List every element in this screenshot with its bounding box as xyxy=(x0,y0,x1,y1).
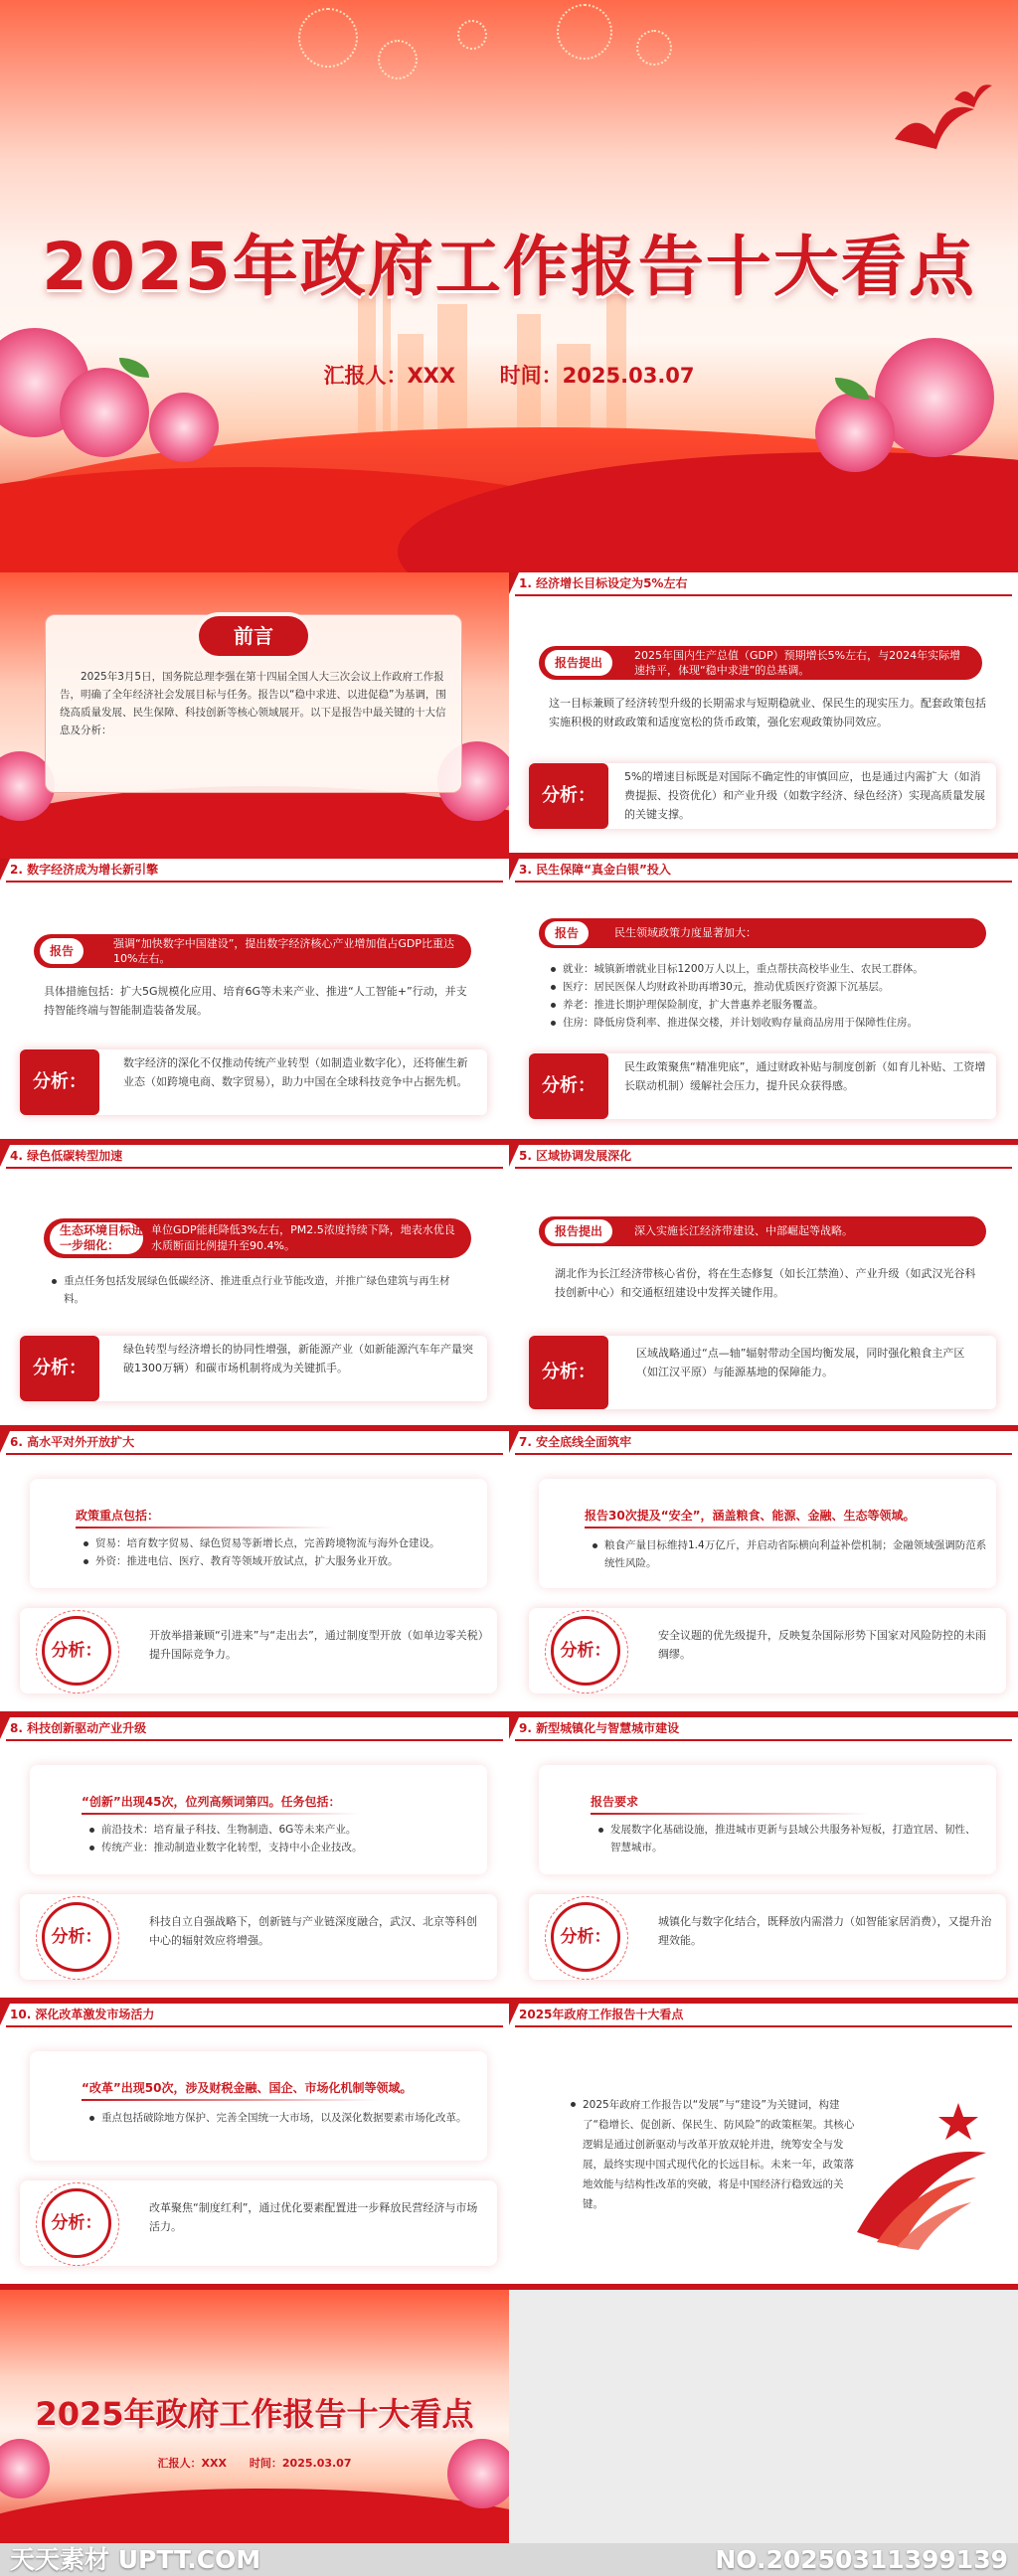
report-tag: 报告提出 xyxy=(545,1219,612,1243)
title-underline xyxy=(515,1739,1012,1741)
heading-underline xyxy=(76,1527,334,1529)
analysis-tag: 分析： xyxy=(42,2188,111,2258)
preface-heading: 前言 xyxy=(199,616,308,656)
policy-heading: “改革”出现50次，涉及财税金融、国企、市场化机制等领域。 xyxy=(82,2081,413,2095)
analysis-tag: 分析： xyxy=(551,1616,620,1686)
star-ribbon-icon xyxy=(847,2083,996,2252)
cover-time: 时间：2025.03.07 xyxy=(499,364,695,388)
preface-slide xyxy=(0,572,509,859)
cover-slide xyxy=(0,0,1018,572)
section-title: 5. 区域协调发展深化 xyxy=(519,1149,632,1163)
footer-left: 天天素材 UPTT.COM xyxy=(10,2545,261,2574)
slide-2 xyxy=(0,859,509,1145)
end-subtitle: 汇报人：XXX 时间：2025.03.07 xyxy=(157,2457,352,2470)
slide-8 xyxy=(0,1717,509,2004)
watermark-footer xyxy=(0,2543,1018,2576)
bullet-list xyxy=(549,960,992,1032)
section-title: 10. 深化改革激发市场活力 xyxy=(10,2008,155,2021)
cover-reporter: 汇报人：XXX xyxy=(323,364,456,388)
slide-4 xyxy=(0,1145,509,1431)
analysis-tag: 分析： xyxy=(529,1336,608,1409)
slide-10 xyxy=(0,2004,509,2290)
policy-card xyxy=(30,2051,487,2161)
policy-heading: “创新”出现45次，位列高频词第四。任务包括： xyxy=(82,1795,341,1809)
peony-decor xyxy=(149,393,219,462)
section-title: 3. 民生保障“真金白银”投入 xyxy=(519,863,671,877)
bullet-item: 粮食产量目标维持1.4万亿斤，并启动省际横向利益补偿机制；金融领域强调防范系统性风险。 xyxy=(591,1536,988,1572)
end-slide xyxy=(0,2290,509,2543)
analysis-text: 开放举措兼顾“引进来”与“走出去”，通过制度型开放（如单边零关税）提升国际竞争力。 xyxy=(149,1629,484,1661)
title-underline xyxy=(515,1167,1012,1169)
bullet-item: 外资：推进电信、医疗、教育等领域开放试点，扩大服务业开放。 xyxy=(82,1552,479,1570)
slide-1 xyxy=(509,572,1018,859)
analysis-tag: 分析： xyxy=(20,1049,99,1115)
section-title: 7. 安全底线全面筑牢 xyxy=(519,1435,632,1449)
report-pill xyxy=(539,1216,986,1246)
policy-card xyxy=(30,1765,487,1874)
report-pill xyxy=(539,918,986,948)
section-title: 4. 绿色低碳转型加速 xyxy=(10,1149,123,1163)
report-pill xyxy=(34,934,471,968)
analysis-text: 科技自立自强战略下，创新链与产业链深度融合，武汉、北京等科创中心的辐射效应将增强。 xyxy=(149,1915,477,1947)
section-title: 2. 数字经济成为增长新引擎 xyxy=(10,863,159,877)
policy-heading: 政策重点包括： xyxy=(76,1509,160,1523)
bullet-list xyxy=(87,2109,475,2127)
section-title: 2025年政府工作报告十大看点 xyxy=(519,2008,684,2021)
report-pill xyxy=(539,646,982,680)
bullet-list xyxy=(50,1272,467,1308)
firework-decor xyxy=(378,40,418,80)
analysis-text: 安全议题的优先级提升，反映复杂国际形势下国家对风险防控的未雨绸缪。 xyxy=(658,1629,986,1661)
cover-subtitle xyxy=(0,360,1018,390)
summary-list xyxy=(569,2095,857,2214)
bullet-item: 发展数字化基础设施，推进城市更新与县域公共服务补短板，打造宜居、韧性、智慧城市。 xyxy=(596,1821,984,1856)
title-underline xyxy=(6,1453,503,1455)
analysis-tag: 分析： xyxy=(20,1336,99,1401)
birds-icon xyxy=(875,80,994,169)
bullet-item: 就业：城镇新增就业目标1200万人以上，重点帮扶高校毕业生、农民工群体。 xyxy=(549,960,992,978)
analysis-text: 5%的增速目标既是对国际不确定性的审慎回应，也是通过内需扩大（如消费提振、投资优化）和产业升级（如数字经济、绿色经济）实现高质量发展的关键支撑。 xyxy=(624,770,985,821)
report-pill-text: 民生领域政策力度显著加大： xyxy=(614,926,757,939)
peony-decor xyxy=(447,2439,509,2508)
report-pill-text: 单位GDP能耗降低3%左右，PM2.5浓度持续下降，地表水优良水质断面比例提升至90.4%。 xyxy=(151,1223,455,1252)
footer-right: NO.20250311399139 xyxy=(715,2545,1008,2574)
policy-card xyxy=(539,1765,996,1874)
report-tag: 报告 xyxy=(40,938,84,964)
report-pill-text: 2025年国内生产总值（GDP）预期增长5%左右，与2024年实际增速持平，体现“稳中求进”的总基调。 xyxy=(634,649,961,677)
title-underline xyxy=(6,2025,503,2027)
firework-decor xyxy=(298,8,358,68)
report-tag: 报告 xyxy=(545,921,589,945)
analysis-text: 区域战略通过“点—轴”辐射带动全国均衡发展，同时强化粮食主产区（如江汉平原）与能源基地的保障能力。 xyxy=(636,1347,965,1378)
section-title: 8. 科技创新驱动产业升级 xyxy=(10,1721,147,1735)
firework-decor xyxy=(457,20,487,50)
body-text: 具体措施包括：扩大5G规模化应用、培育6G等未来产业、推进“人工智能+”行动，并支持智能终端与智能制造装备发展。 xyxy=(44,985,467,1017)
policy-heading: 报告30次提及“安全”，涵盖粮食、能源、金融、生态等领域。 xyxy=(585,1509,916,1523)
report-pill-text: 强调“加快数字中国建设”，提出数字经济核心产业增加值占GDP比重达10%左右。 xyxy=(113,937,455,965)
bottom-bar xyxy=(509,2284,1018,2290)
bullet-list xyxy=(82,1534,479,1570)
body-text: 这一目标兼顾了经济转型升级的长期需求与短期稳就业、保民生的现实压力。配套政策包括实施积极的财政政策和适度宽松的货币政策，强化宏观政策协同效应。 xyxy=(549,697,986,728)
title-underline xyxy=(515,881,1012,883)
cover-title: 2025年政府工作报告十大看点 xyxy=(42,229,976,305)
analysis-text: 数字经济的深化不仅推动传统产业转型（如制造业数字化），还将催生新业态（如跨境电商、数字贸易），助力中国在全球科技竞争中占据先机。 xyxy=(123,1056,468,1088)
heading-underline xyxy=(591,1813,869,1815)
section-title: 9. 新型城镇化与智慧城市建设 xyxy=(519,1721,680,1735)
analysis-tag: 分析： xyxy=(42,1902,111,1972)
analysis-tag: 分析： xyxy=(42,1616,111,1686)
end-title: 2025年政府工作报告十大看点 xyxy=(35,2395,474,2433)
wave-decor xyxy=(0,2489,509,2543)
analysis-tag: 分析： xyxy=(529,1053,608,1119)
report-tag: 报告提出 xyxy=(545,650,612,676)
title-underline xyxy=(6,1167,503,1169)
policy-heading: 报告要求 xyxy=(591,1795,639,1809)
bullet-item: 医疗：居民医保人均财政补助再增30元，推动优质医疗资源下沉基层。 xyxy=(549,978,992,996)
title-underline xyxy=(6,881,503,883)
summary-slide xyxy=(509,2004,1018,2290)
section-title: 6. 高水平对外开放扩大 xyxy=(10,1435,135,1449)
slide-3 xyxy=(509,859,1018,1145)
analysis-text: 绿色转型与经济增长的协同性增强，新能源产业（如新能源汽车年产量突破1300万辆）和碳市场机制将成为关键抓手。 xyxy=(123,1343,473,1374)
title-underline xyxy=(6,1739,503,1741)
section-title: 1. 经济增长目标设定为5%左右 xyxy=(519,576,688,590)
wave-decor xyxy=(0,786,509,859)
policy-card xyxy=(30,1479,487,1588)
bullet-item: 住房：降低房贷利率、推进保交楼，并计划收购存量商品房用于保障性住房。 xyxy=(549,1014,992,1032)
slide-9 xyxy=(509,1717,1018,2004)
heading-underline xyxy=(585,1527,883,1529)
firework-decor xyxy=(557,4,612,60)
bullet-list xyxy=(87,1821,475,1856)
slide-6 xyxy=(0,1431,509,1717)
bullet-item: 重点任务包括发展绿色低碳经济、推进重点行业节能改造，并推广绿色建筑与再生材料。 xyxy=(50,1272,467,1308)
heading-underline xyxy=(82,1813,360,1815)
bullet-item: 养老：推进长期护理保险制度，扩大普惠养老服务覆盖。 xyxy=(549,996,992,1014)
title-underline xyxy=(515,594,1012,596)
slide-7 xyxy=(509,1431,1018,1717)
bullet-item: 传统产业：推动制造业数字化转型，支持中小企业技改。 xyxy=(87,1839,475,1856)
heading-underline xyxy=(82,2099,380,2101)
title-underline xyxy=(515,2025,1012,2027)
report-tag: 生态环境目标进一步细化： xyxy=(50,1222,143,1254)
body-text: 湖北作为长江经济带核心省份，将在生态修复（如长江禁渔）、产业升级（如武汉光谷科技创新中心）和交通枢纽建设中发挥关键作用。 xyxy=(555,1267,976,1299)
bullet-list xyxy=(596,1821,984,1856)
peony-decor xyxy=(815,393,895,472)
bullet-item: 重点包括破除地方保护、完善全国统一大市场，以及深化数据要素市场化改革。 xyxy=(87,2109,475,2127)
analysis-text: 改革聚焦“制度红利”，通过优化要素配置进一步释放民营经济与市场活力。 xyxy=(149,2201,478,2233)
bullet-list xyxy=(591,1536,988,1572)
firework-decor xyxy=(636,30,672,66)
bullet-item: 贸易：培育数字贸易、绿色贸易等新增长点，完善跨境物流与海外仓建设。 xyxy=(82,1534,479,1552)
bullet-item: 前沿技术：培育量子科技、生物制造、6G等未来产业。 xyxy=(87,1821,475,1839)
title-underline xyxy=(515,1453,1012,1455)
analysis-tag: 分析： xyxy=(551,1902,620,1972)
summary-text: 2025年政府工作报告以“发展”与“建设”为关键词，构建了“稳增长、促创新、保民生、防风险”的政策框架。其核心逻辑是通过创新驱动与改革开放双轮并进，统筹安全与发展，最终实现中国式现代化的长远目标。未来一年，政策落地效能与结构性改革的突破，将是中国经济行稳致远的关键。 xyxy=(569,2095,857,2214)
preface-text: 2025年3月5日，国务院总理李强在第十四届全国人大三次会议上作政府工作报告，明确了全年经济社会发展目标与任务。报告以“稳中求进、以进促稳”为基调，围绕高质量发展、民生保障、科技创新等核心领域展开。以下是报告中最关键的十大信息及分析： xyxy=(60,671,446,736)
analysis-tag: 分析： xyxy=(529,763,608,829)
report-pill-text: 深入实施长江经济带建设、中部崛起等战略。 xyxy=(634,1224,853,1237)
slide-5 xyxy=(509,1145,1018,1431)
analysis-text: 民生政策聚焦“精准兜底”，通过财政补贴与制度创新（如育儿补贴、工资增长联动机制）缓解社会压力，提升民众获得感。 xyxy=(624,1060,986,1092)
analysis-text: 城镇化与数字化结合，既释放内需潜力（如智能家居消费），又提升治理效能。 xyxy=(658,1915,992,1947)
